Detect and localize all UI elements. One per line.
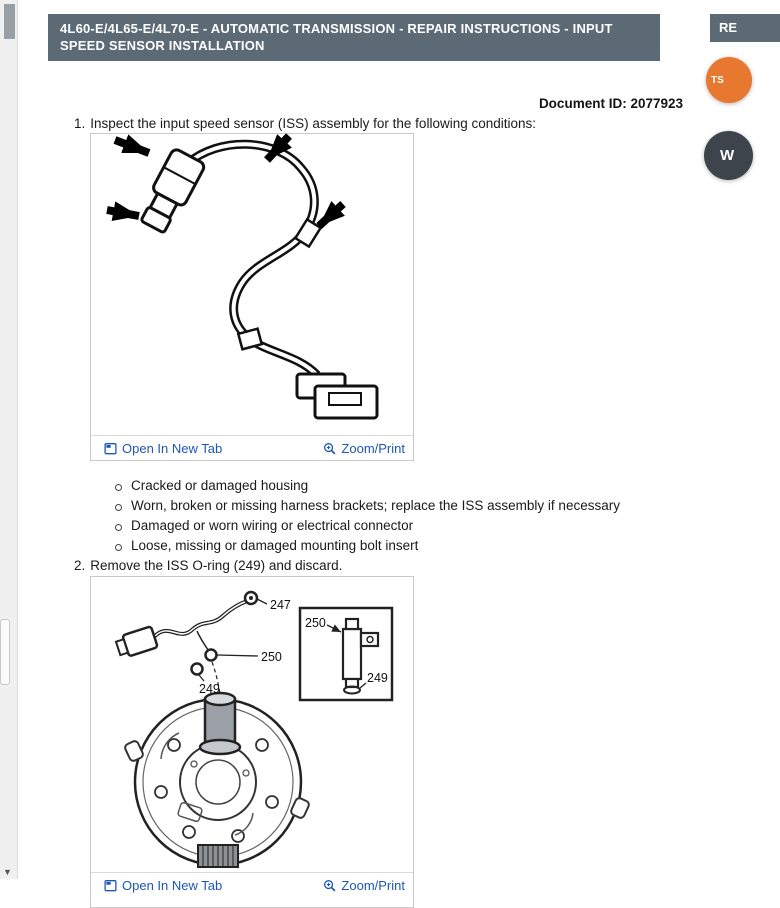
figure-2-actions <box>91 872 413 897</box>
zoom-print-label: Zoom/Print <box>341 877 405 893</box>
step-1-text: Inspect the input speed sensor (ISS) assembly for the following conditions: <box>90 116 537 131</box>
scrollbar-indicator[interactable] <box>0 619 10 685</box>
iss-oring-drawing <box>91 577 413 872</box>
tsb-badge-button[interactable] <box>706 57 752 103</box>
zoom-plus-icon <box>323 879 336 892</box>
bullet-icon <box>115 524 122 531</box>
step-1 <box>74 116 536 131</box>
list-item <box>115 538 685 558</box>
zoom-print-label: Zoom/Print <box>341 440 405 456</box>
callout-249: 249 <box>199 682 220 696</box>
tsb-badge-label: TS <box>711 74 724 86</box>
open-in-new-tab-label: Open In New Tab <box>122 440 223 456</box>
callout-247: 247 <box>270 598 291 612</box>
condition-text: Loose, missing or damaged mounting bolt insert <box>131 538 419 553</box>
iss-assembly-drawing <box>91 134 413 435</box>
step-1-number: 1. <box>74 116 86 131</box>
step-2-number: 2. <box>74 558 86 573</box>
step-2 <box>74 558 342 573</box>
list-item <box>115 478 685 498</box>
condition-text: Worn, broken or missing harness brackets; replace the ISS assembly if necessary <box>131 498 620 513</box>
open-in-new-tab-label: Open In New Tab <box>122 877 223 893</box>
open-in-new-tab-link[interactable] <box>104 441 222 456</box>
figure-1-actions <box>91 435 413 460</box>
condition-text: Cracked or damaged housing <box>131 478 309 493</box>
warranty-badge-label: W <box>720 147 735 164</box>
bullet-icon <box>115 484 122 491</box>
inset-callout-250: 250 <box>305 616 326 630</box>
open-in-new-tab-icon <box>104 442 117 455</box>
zoom-print-link[interactable] <box>323 441 405 456</box>
related-panel-header: RE <box>710 14 780 42</box>
document-title-bar: 4L60-E/4L65-E/4L70-E - AUTOMATIC TRANSMISSION - REPAIR INSTRUCTIONS - INPUT SPEED SENSOR INSTALLATION <box>48 14 660 61</box>
warranty-badge-button[interactable] <box>704 131 753 180</box>
figure-iss-assembly <box>90 133 414 461</box>
zoom-print-link[interactable] <box>323 878 405 893</box>
open-in-new-tab-icon <box>104 879 117 892</box>
list-item <box>115 518 685 538</box>
zoom-plus-icon <box>323 442 336 455</box>
inset-callout-249: 249 <box>367 671 388 685</box>
list-item <box>115 498 685 518</box>
callout-250: 250 <box>261 650 282 664</box>
left-scrollbar[interactable] <box>0 0 18 879</box>
scrollbar-thumb[interactable] <box>4 4 15 39</box>
condition-text: Damaged or worn wiring or electrical connector <box>131 518 414 533</box>
scroll-down-arrow-icon[interactable]: ▼ <box>3 867 12 877</box>
open-in-new-tab-link[interactable] <box>104 878 222 893</box>
document-id: Document ID: 2077923 <box>538 96 683 111</box>
bullet-icon <box>115 544 122 551</box>
bullet-icon <box>115 504 122 511</box>
figure-iss-oring <box>90 576 414 908</box>
condition-list <box>115 478 685 558</box>
step-2-text: Remove the ISS O-ring (249) and discard. <box>90 558 343 573</box>
